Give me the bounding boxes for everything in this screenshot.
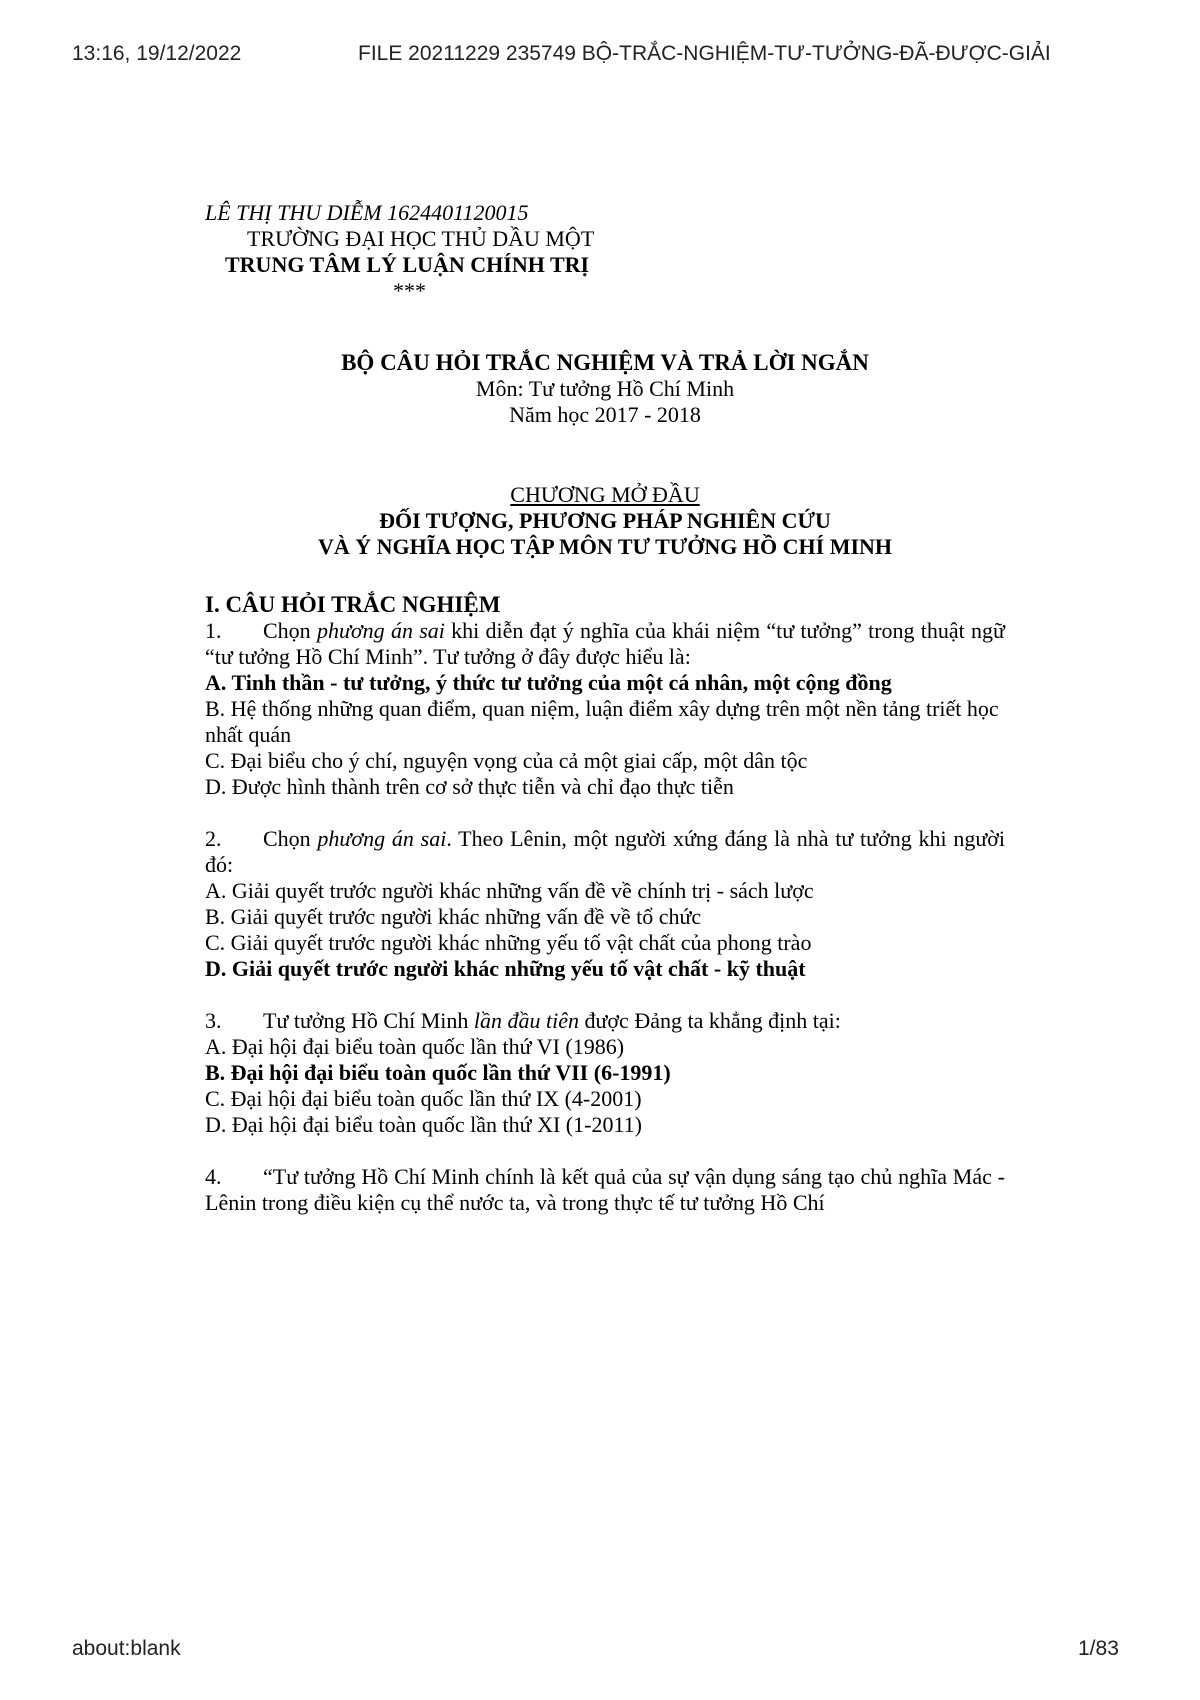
print-doc-title: FILE 20211229 235749 BỘ-TRẮC-NGHIỆM-TƯ-TƯỞNG-ĐÃ-ĐƯỢC-GIẢI <box>358 42 1051 65</box>
question-text: “Tư tưởng Hồ Chí Minh chính là kết quả của sự vận dụng sáng tạo chủ nghĩa Mác - Lênin trong điều kiện cụ thể nước ta, và trong thực tế tư tưởng Hồ Chí <box>205 1164 1005 1215</box>
question-text-post: được Đảng ta khẳng định tại: <box>579 1008 841 1033</box>
answer-option: B. Hệ thống những quan điểm, quan niệm, luận điểm xây dựng trên một nền tảng triết học nhất quán <box>205 696 999 747</box>
subject-line: Môn: Tư tưởng Hồ Chí Minh <box>475 376 735 401</box>
spacer <box>205 800 1005 826</box>
answer-option: C. Giải quyết trước người khác những yếu tố vật chất của phong trào <box>205 930 812 955</box>
question-text-post: khi diễn đạt ý nghĩa của khái niệm “tư tưởng” trong thuật ngữ “tư tưởng Hồ Chí Minh”. Tư tưởng ở đây được hiểu là: <box>205 618 1005 669</box>
question-number: 3. <box>205 1008 222 1033</box>
question-1 <box>205 618 1005 670</box>
question-text-pre: Tư tưởng Hồ Chí Minh <box>263 1008 474 1033</box>
question-4 <box>205 1164 1005 1216</box>
year-line: Năm học 2017 - 2018 <box>509 402 701 427</box>
answer-option: A. Giải quyết trước người khác những vấn đề về chính trị - sách lược <box>205 878 814 903</box>
question-text-emphasis: lần đầu tiên <box>473 1008 579 1033</box>
document-body <box>205 200 1005 1216</box>
answer-option: D. Được hình thành trên cơ sở thực tiễn và chỉ đạo thực tiễn <box>205 774 734 799</box>
question-text-emphasis: phương án sai <box>317 826 447 851</box>
spacer <box>205 982 1005 1008</box>
author-line: LÊ THỊ THU DIỄM 1624401120015 <box>205 200 529 225</box>
chapter-label: CHƯƠNG MỞ ĐẦU <box>510 482 700 507</box>
chapter-title-line-1: ĐỐI TƯỢNG, PHƯƠNG PHÁP NGHIÊN CỨU <box>379 508 831 533</box>
school-name: TRƯỜNG ĐẠI HỌC THỦ DẦU MỘT <box>247 226 595 251</box>
chapter-title-line-2: VÀ Ý NGHĨA HỌC TẬP MÔN TƯ TƯỞNG HỒ CHÍ MINH <box>317 534 893 559</box>
stars-divider: *** <box>393 278 426 303</box>
question-text-pre: Chọn <box>263 826 318 851</box>
answer-option: C. Đại biểu cho ý chí, nguyện vọng của cả một giai cấp, một dân tộc <box>205 748 808 773</box>
question-text-emphasis: phương án sai <box>316 618 445 643</box>
spacer <box>205 1138 1005 1164</box>
answer-option: C. Đại hội đại biểu toàn quốc lần thứ IX (4-2001) <box>205 1086 642 1111</box>
answer-option-correct: A. Tinh thần - tư tưởng, ý thức tư tưởng của một cá nhân, một cộng đồng <box>205 670 892 695</box>
question-number: 4. <box>205 1164 222 1189</box>
question-3 <box>205 1008 1005 1034</box>
answer-option: B. Giải quyết trước người khác những vấn đề về tổ chức <box>205 904 702 929</box>
question-number: 1. <box>205 618 222 643</box>
question-text-post: . Theo Lênin, một người xứng đáng là nhà tư tưởng khi người đó: <box>205 826 1005 877</box>
question-text-pre: Chọn <box>263 618 317 643</box>
answer-option: A. Đại hội đại biểu toàn quốc lần thứ VI (1986) <box>205 1034 625 1059</box>
center-name: TRUNG TÂM LÝ LUẬN CHÍNH TRỊ <box>225 252 590 277</box>
section-heading: I. CÂU HỎI TRẮC NGHIỆM <box>205 592 501 617</box>
print-page-count: 1/83 <box>1078 1637 1119 1660</box>
answer-option: D. Đại hội đại biểu toàn quốc lần thứ XI (1-2011) <box>205 1112 642 1137</box>
answer-option-correct: D. Giải quyết trước người khác những yếu tố vật chất - kỹ thuật <box>205 956 806 981</box>
document-title: BỘ CÂU HỎI TRẮC NGHIỆM VÀ TRẢ LỜI NGẮN <box>341 350 869 375</box>
question-2 <box>205 826 1005 878</box>
question-number: 2. <box>205 826 222 851</box>
print-datetime: 13:16, 19/12/2022 <box>72 42 242 65</box>
print-url: about:blank <box>72 1637 181 1660</box>
answer-option-correct: B. Đại hội đại biểu toàn quốc lần thứ VII (6-1991) <box>205 1060 671 1085</box>
